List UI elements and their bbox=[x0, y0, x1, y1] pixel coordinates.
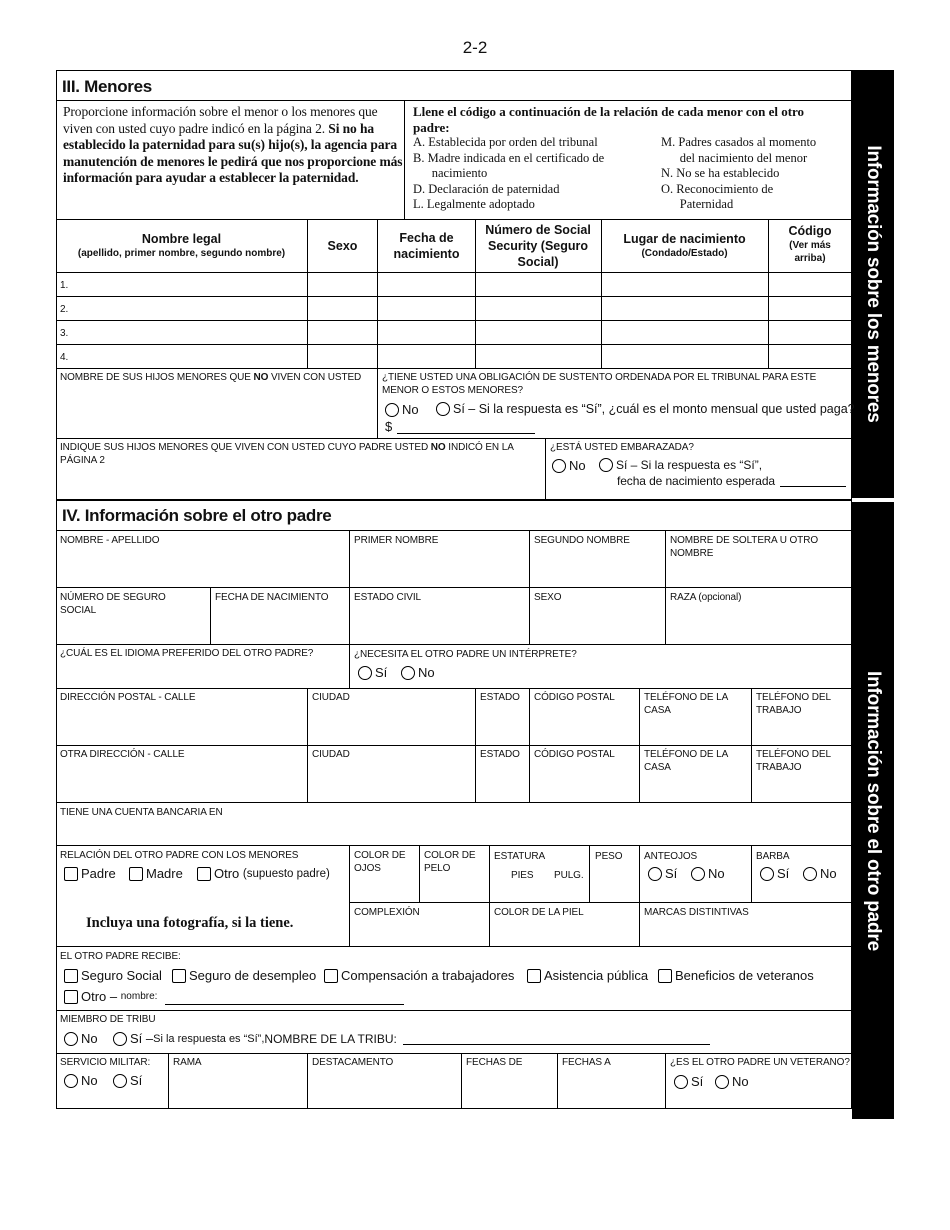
label-no-viven[interactable]: NOMBRE DE SUS HIJOS MENORES QUE NO VIVEN CON USTED bbox=[60, 372, 362, 383]
checkbox-desempleo[interactable]: Seguro de desempleo bbox=[172, 968, 316, 983]
radio-icon bbox=[715, 1075, 729, 1089]
radio-icon bbox=[691, 867, 705, 881]
field-peso[interactable]: PESO bbox=[595, 851, 623, 862]
checkbox-seguro-social[interactable]: Seguro Social bbox=[64, 968, 162, 983]
radio-obligacion-no[interactable]: No bbox=[385, 402, 419, 417]
radio-icon bbox=[385, 403, 399, 417]
checkbox-icon bbox=[658, 969, 672, 983]
radio-veterano-si[interactable]: Sí bbox=[674, 1074, 703, 1089]
field-sexo[interactable]: SEXO bbox=[534, 592, 562, 603]
field-telefono-casa-2[interactable]: TELÉFONO DE LA CASA bbox=[644, 749, 728, 773]
codes-title: Llene el código a continuación de la relación de cada menor con el otro padre: bbox=[413, 104, 805, 135]
radio-obligacion-si[interactable]: Sí – Si la respuesta es “Sí”, ¿cuál es el monto mensual que usted paga? bbox=[436, 402, 855, 416]
section-3-title: III. Menores bbox=[62, 77, 152, 96]
field-telefono-trabajo[interactable]: TELÉFONO DEL TRABAJO bbox=[756, 692, 831, 716]
radio-icon bbox=[358, 666, 372, 680]
field-otra-direccion[interactable]: OTRA DIRECCIÓN - CALLE bbox=[60, 749, 185, 760]
field-color-pelo[interactable]: COLOR DE PELO bbox=[424, 850, 476, 874]
field-marcas[interactable]: MARCAS DISTINTIVAS bbox=[644, 907, 749, 918]
child-row-2[interactable]: 2. bbox=[60, 304, 69, 315]
child-row-1[interactable]: 1. bbox=[60, 280, 69, 291]
radio-militar-si[interactable]: Sí bbox=[113, 1073, 142, 1088]
field-pulg[interactable]: PULG. bbox=[554, 870, 584, 881]
field-color-piel[interactable]: COLOR DE LA PIEL bbox=[494, 907, 584, 918]
radio-icon bbox=[648, 867, 662, 881]
monto-field[interactable]: $ bbox=[385, 419, 393, 434]
field-segundo-nombre[interactable]: SEGUNDO NOMBRE bbox=[534, 535, 630, 546]
label-interprete: ¿NECESITA EL OTRO PADRE UN INTÉRPRETE? bbox=[354, 649, 577, 660]
field-color-ojos[interactable]: COLOR DE OJOS bbox=[354, 850, 406, 874]
radio-embarazada-si[interactable]: Sí – Si la respuesta es “Sí”, bbox=[599, 458, 762, 472]
label-embarazada: ¿ESTÁ USTED EMBARAZADA? bbox=[550, 442, 694, 453]
field-ssn[interactable]: NÚMERO DE SEGURO SOCIAL bbox=[60, 592, 166, 616]
radio-icon bbox=[674, 1075, 688, 1089]
field-primer-nombre[interactable]: PRIMER NOMBRE bbox=[354, 535, 439, 546]
side-tab-otro-padre: Información sobre el otro padre bbox=[852, 502, 894, 1119]
col-header-nombre: Nombre legal (apellido, primer nombre, segundo nombre) bbox=[77, 232, 286, 259]
label-militar: SERVICIO MILITAR: bbox=[60, 1057, 151, 1068]
field-raza[interactable]: RAZA (opcional) bbox=[670, 592, 742, 603]
checkbox-icon bbox=[64, 969, 78, 983]
field-nombre-soltera[interactable]: NOMBRE DE SOLTERA U OTRO NOMBRE bbox=[670, 535, 818, 559]
label-tribu: MIEMBRO DE TRIBU bbox=[60, 1014, 156, 1025]
radio-barba-no[interactable]: No bbox=[803, 866, 837, 881]
label-anteojos: ANTEOJOS bbox=[644, 851, 698, 862]
radio-icon bbox=[803, 867, 817, 881]
field-idioma[interactable]: ¿CUÁL ES EL IDIOMA PREFERIDO DEL OTRO PADRE? bbox=[60, 648, 314, 659]
checkbox-asistencia[interactable]: Asistencia pública bbox=[527, 968, 648, 983]
checkbox-icon bbox=[129, 867, 143, 881]
field-complexion[interactable]: COMPLEXIÓN bbox=[354, 907, 420, 918]
checkbox-padre[interactable]: Padre bbox=[64, 866, 116, 881]
radio-interprete-no[interactable]: No bbox=[401, 665, 435, 680]
radio-militar-no[interactable]: No bbox=[64, 1073, 98, 1088]
section-4-title: IV. Información sobre el otro padre bbox=[62, 506, 332, 525]
field-destacamento[interactable]: DESTACAMENTO bbox=[312, 1057, 394, 1068]
radio-barba-si[interactable]: Sí bbox=[760, 866, 789, 881]
child-row-4[interactable]: 4. bbox=[60, 352, 69, 363]
field-codigo-postal-2[interactable]: CÓDIGO POSTAL bbox=[534, 749, 615, 760]
col-header-sexo: Sexo bbox=[327, 239, 358, 253]
field-apellido[interactable]: NOMBRE - APELLIDO bbox=[60, 535, 160, 546]
checkbox-otro[interactable]: Otro (supuesto padre) bbox=[197, 866, 330, 881]
field-telefono-trabajo-2[interactable]: TELÉFONO DEL TRABAJO bbox=[756, 749, 831, 773]
checkbox-otro-recibe[interactable]: Otro – nombre: bbox=[64, 989, 157, 1004]
checkbox-icon bbox=[64, 867, 78, 881]
radio-icon bbox=[552, 459, 566, 473]
photo-note: Incluya una fotografía, si la tiene. bbox=[86, 915, 294, 931]
radio-icon bbox=[113, 1032, 127, 1046]
radio-icon bbox=[64, 1074, 78, 1088]
label-recibe: EL OTRO PADRE RECIBE: bbox=[60, 951, 181, 962]
label-relacion: RELACIÓN DEL OTRO PADRE CON LOS MENORES bbox=[60, 850, 299, 861]
checkbox-veteranos[interactable]: Beneficios de veteranos bbox=[658, 968, 814, 983]
field-rama[interactable]: RAMA bbox=[173, 1057, 202, 1068]
child-row-3[interactable]: 3. bbox=[60, 328, 69, 339]
radio-tribu-no[interactable]: No bbox=[64, 1031, 98, 1046]
radio-icon bbox=[436, 402, 450, 416]
radio-anteojos-no[interactable]: No bbox=[691, 866, 725, 881]
field-estado-civil[interactable]: ESTADO CIVIL bbox=[354, 592, 421, 603]
section-3-intro: Proporcione información sobre el menor o los menores que viven con usted cuyo padre indicó en la página 2. Si no ha establecido la paternidad para su(s) hijo(s), la agencia para manutención de menores le pedirá que nos proporcione más información para ayudar a establecer la paternidad. bbox=[63, 104, 403, 186]
field-fechas-de[interactable]: FECHAS DE bbox=[466, 1057, 523, 1068]
radio-anteojos-si[interactable]: Sí bbox=[648, 866, 677, 881]
field-pies[interactable]: PIES bbox=[511, 870, 534, 881]
radio-icon bbox=[760, 867, 774, 881]
field-ciudad-2[interactable]: CIUDAD bbox=[312, 749, 350, 760]
codes-list-right: M. Padres casados al momento del nacimiento del menor N. No se ha establecido O. Reconocimiento de Paternidad bbox=[661, 135, 817, 211]
radio-interprete-si[interactable]: Sí bbox=[358, 665, 387, 680]
checkbox-icon bbox=[64, 990, 78, 1004]
radio-veterano-no[interactable]: No bbox=[715, 1074, 749, 1089]
label-obligacion: ¿TIENE USTED UNA OBLIGACIÓN DE SUSTENTO ORDENADA POR EL TRIBUNAL PARA ESTE MENOR O ESTOS MENORES? bbox=[382, 372, 817, 396]
field-telefono-casa[interactable]: TELÉFONO DE LA CASA bbox=[644, 692, 728, 716]
checkbox-icon bbox=[527, 969, 541, 983]
label-estatura: ESTATURA bbox=[494, 851, 546, 862]
col-header-codigo: Código (Ver más arriba) bbox=[788, 224, 832, 264]
radio-tribu-si[interactable]: Sí – Si la respuesta es “Sí”, NOMBRE DE LA TRIBU: bbox=[113, 1031, 397, 1046]
side-tab-menores: Información sobre los menores bbox=[852, 70, 894, 498]
page-number: 2-2 bbox=[462, 38, 488, 57]
field-fechas-a[interactable]: FECHAS A bbox=[562, 1057, 611, 1068]
radio-icon bbox=[401, 666, 415, 680]
codes-list-left: A. Establecida por orden del tribunal B. Madre indicada en el certificado de nacimiento D. Declaración de paternidad L. Legalmente adoptado bbox=[413, 135, 605, 211]
radio-embarazada-no[interactable]: No bbox=[552, 458, 586, 473]
field-direccion-postal[interactable]: DIRECCIÓN POSTAL - CALLE bbox=[60, 692, 196, 703]
label-barba: BARBA bbox=[756, 851, 790, 862]
checkbox-icon bbox=[324, 969, 338, 983]
field-codigo-postal[interactable]: CÓDIGO POSTAL bbox=[534, 692, 615, 703]
label-veterano: ¿ES EL OTRO PADRE UN VETERANO? bbox=[670, 1057, 850, 1068]
col-header-fecha: Fecha de nacimiento bbox=[393, 231, 460, 261]
label-fecha-esperada: fecha de nacimiento esperada bbox=[617, 474, 775, 488]
label-no-indico[interactable]: INDIQUE SUS HIJOS MENORES QUE VIVEN CON USTED CUYO PADRE USTED NO INDICÓ EN LA PÁGINA 2 bbox=[60, 442, 514, 466]
checkbox-icon bbox=[197, 867, 211, 881]
radio-icon bbox=[64, 1032, 78, 1046]
field-fecha-nacimiento[interactable]: FECHA DE NACIMIENTO bbox=[215, 592, 329, 603]
field-cuenta-bancaria[interactable]: TIENE UNA CUENTA BANCARIA EN bbox=[60, 807, 223, 818]
field-estado[interactable]: ESTADO bbox=[480, 692, 520, 703]
radio-icon bbox=[599, 458, 613, 472]
col-header-lugar: Lugar de nacimiento (Condado/Estado) bbox=[623, 232, 746, 259]
checkbox-icon bbox=[172, 969, 186, 983]
field-ciudad[interactable]: CIUDAD bbox=[312, 692, 350, 703]
col-header-ssn: Número de Social Security (Seguro Social) bbox=[485, 223, 591, 269]
radio-icon bbox=[113, 1074, 127, 1088]
checkbox-compensacion[interactable]: Compensación a trabajadores bbox=[324, 968, 514, 983]
checkbox-madre[interactable]: Madre bbox=[129, 866, 183, 881]
field-estado-2[interactable]: ESTADO bbox=[480, 749, 520, 760]
